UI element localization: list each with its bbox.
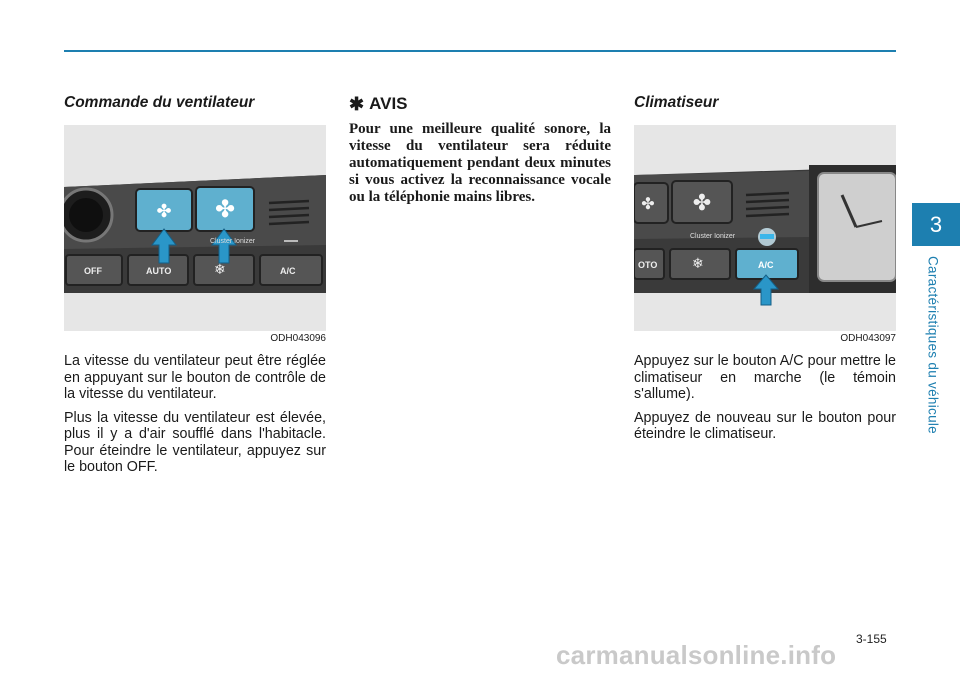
fan-control-figure	[64, 125, 326, 331]
ac-paragraph-1: Appuyez sur le bouton A/C pour mettre le climatiseur en marche (le témoin s'allume).	[634, 353, 896, 402]
svg-text:✤: ✤	[692, 191, 712, 216]
top-rule	[64, 50, 896, 52]
svg-text:✤: ✤	[214, 195, 236, 223]
avis-heading: AVIS	[369, 94, 408, 113]
fan-control-title: Commande du ventilateur	[64, 94, 255, 111]
defrost-icon[interactable]: ❄	[214, 261, 226, 277]
page-number: 3-155	[856, 632, 887, 646]
avis-text: Pour une meilleure qualité sonore, la vitesse du ventilateur sera réduite automatiquement pendant deux minutes si vous activez la reconnaissance vocale ou la téléphonie mains libres.	[349, 121, 611, 205]
fan-control-section	[64, 88, 326, 483]
ionizer-label: Cluster Ionizer	[690, 233, 736, 240]
ac-button[interactable]: A/C	[280, 266, 296, 276]
ac-figure-code: ODH043097	[840, 333, 896, 344]
chapter-number-tab[interactable]: 3	[912, 203, 960, 246]
avis-section	[349, 88, 611, 206]
fan-figure-code: ODH043096	[270, 333, 326, 344]
off-button[interactable]: OFF	[84, 266, 102, 276]
asterisk-icon: ✱	[349, 94, 365, 114]
fan-paragraph-2: Plus la vitesse du ventilateur est élevée, plus il y a d'air soufflé dans l'habitacle. Pour éteindre le ventilateur, appuyez sur le bouton OFF.	[64, 409, 326, 475]
auto-button[interactable]: AUTO	[146, 266, 172, 276]
ionizer-label: Cluster Ionizer	[210, 238, 256, 245]
defrost-icon[interactable]: ❄	[692, 255, 704, 271]
watermark: carmanualsonline.info	[556, 640, 837, 670]
ac-title: Climatiseur	[634, 94, 719, 111]
ac-figure	[634, 125, 896, 331]
ac-button[interactable]: A/C	[758, 260, 774, 270]
avis-title	[349, 93, 611, 115]
auto-button[interactable]: OTO	[638, 260, 658, 270]
fan-paragraph-1: La vitesse du ventilateur peut être réglée en appuyant sur le bouton de contrôle de la vitesse du ventilateur.	[64, 353, 326, 402]
svg-text:✤: ✤	[641, 194, 655, 213]
chapter-title: Caractéristiques du véhicule	[925, 256, 941, 434]
ac-paragraph-2: Appuyez de nouveau sur le bouton pour éteindre le climatiseur.	[634, 409, 896, 442]
svg-text:✤: ✤	[156, 201, 172, 222]
ac-section	[634, 88, 896, 450]
